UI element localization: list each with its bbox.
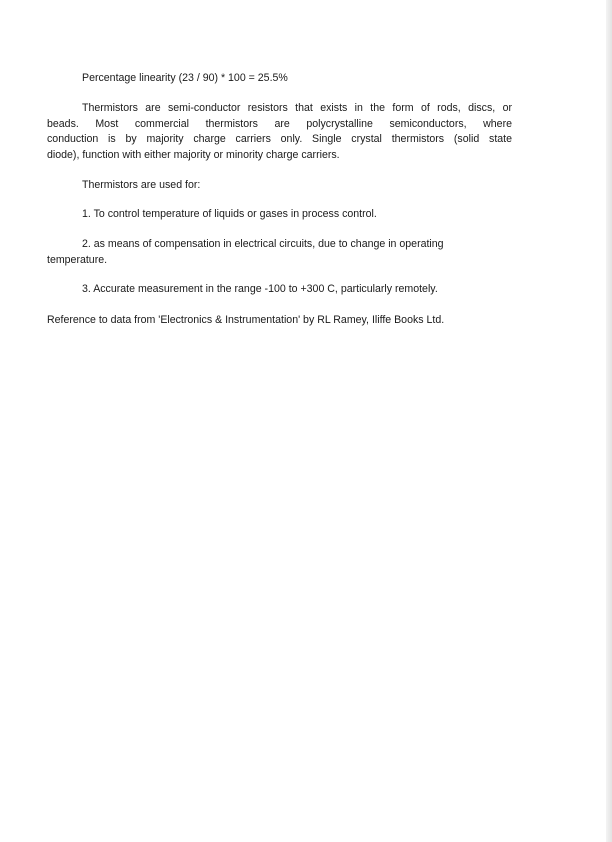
use-item-2-line: temperature.: [47, 253, 108, 266]
linearity-formula: Percentage linearity (23 / 90) * 100 = 25.5%: [82, 72, 288, 84]
paragraph-line: conduction is by majority charge carriers only. Single crystal thermistors (solid state: [47, 133, 512, 146]
use-item-2-line: 2. as means of compensation in electrical circuits, due to change in operating: [82, 238, 444, 250]
uses-heading: Thermistors are used for:: [82, 179, 201, 191]
paragraph-line: beads. Most commercial thermistors are polycrystalline semiconductors, where: [47, 117, 512, 130]
paragraph-line: diode), function with either majority or minority charge carriers.: [47, 148, 340, 161]
scan-edge: [606, 0, 612, 842]
use-item-1: 1. To control temperature of liquids or gases in process control.: [82, 208, 377, 220]
use-item-2: [47, 237, 487, 268]
thermistor-description-paragraph: [47, 101, 512, 163]
paragraph-line: Thermistors are semi-conductor resistors that exists in the form of rods, discs, or: [82, 102, 512, 114]
reference-note: Reference to data from 'Electronics & Instrumentation' by RL Ramey, Iliffe Books Ltd.: [47, 314, 445, 326]
use-item-3: 3. Accurate measurement in the range -100 to +300 C, particularly remotely.: [82, 283, 438, 295]
